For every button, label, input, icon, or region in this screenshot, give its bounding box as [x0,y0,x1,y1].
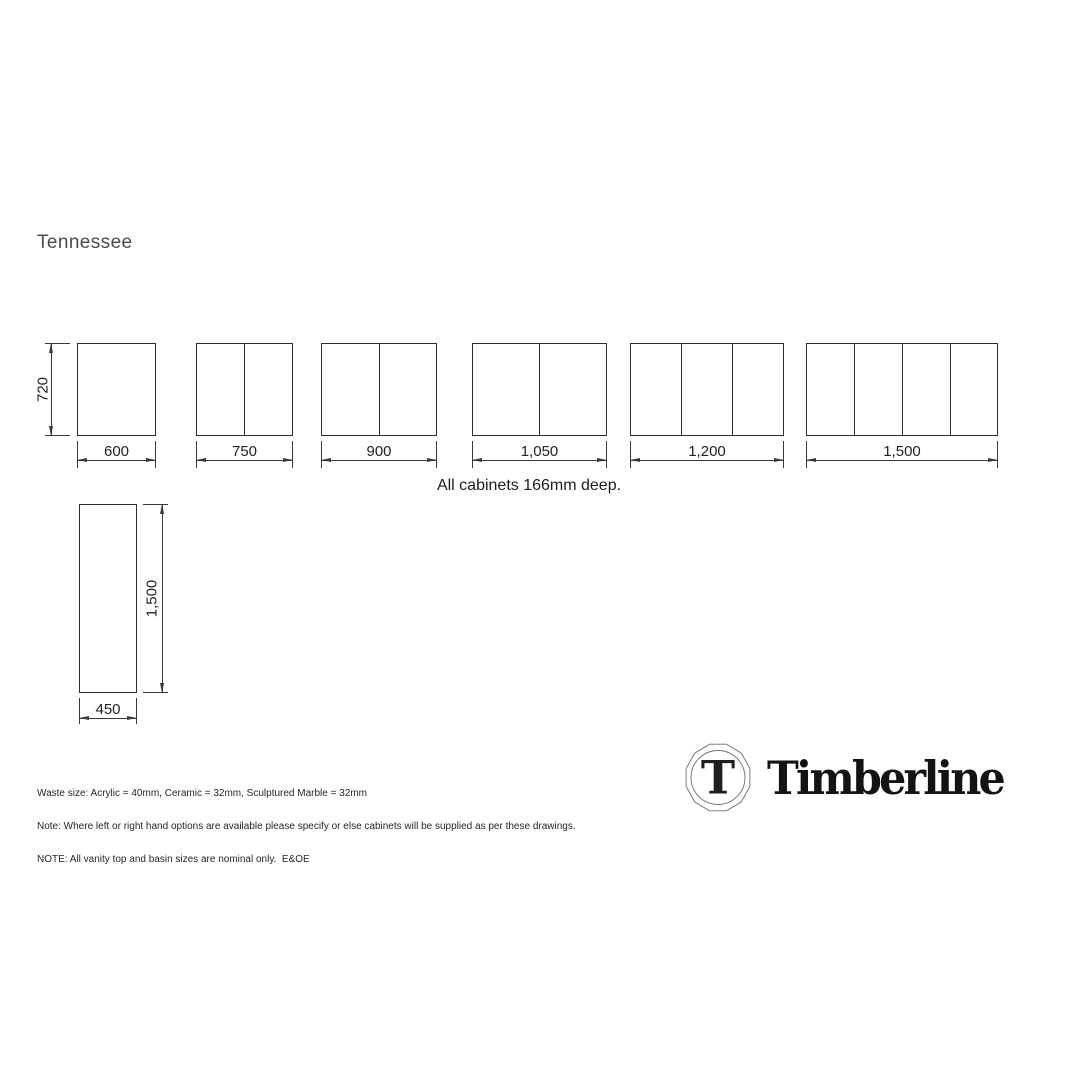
cabinet-1050-dim-label: 1,050 [520,443,559,460]
cabinet-1200-ext-right [783,441,784,468]
cabinet-900-door-divider [379,344,380,435]
cabinet-1500-dim-line [806,460,998,461]
cabinet-1050-dim-line [472,460,607,461]
cabinet-1500-dim-arrow-right [988,458,998,462]
tall-cabinet-height-dim-arrow-bottom [160,683,164,693]
depth-note: All cabinets 166mm deep. [436,477,622,494]
cabinet-1500-door-divider [854,344,855,435]
cabinet-1200-dim-arrow-right [774,458,784,462]
cabinet-1500-ext-left [806,441,807,468]
cabinet-1200-dim-arrow-left [630,458,640,462]
cabinet-1500 [806,343,998,436]
cabinet-1500-door-divider [950,344,951,435]
cabinet-900-dim-label: 900 [366,443,392,460]
cabinet-1050-door-divider [539,344,540,435]
tall-cabinet [79,504,137,693]
tall-height-ext-bottom [143,692,168,693]
cabinet-1200 [630,343,784,436]
tall-cabinet-height-dim-line [162,504,163,693]
cabinet-600 [77,343,156,436]
tall-height-ext-top [143,504,168,505]
brand-name: Timberline [767,751,1003,805]
footer-notes [37,766,576,876]
cabinet-1050-ext-left [472,441,473,468]
cabinet-1500-dim-label: 1,500 [883,443,921,460]
cabinet-900-dim-arrow-right [427,458,437,462]
cabinet-1200-dim-line [630,460,784,461]
cabinet-750-dim-arrow-right [283,458,293,462]
cabinet-1200-ext-left [630,441,631,468]
cabinet-1050 [472,343,607,436]
tall-cabinet-height-dim-label: 1,500 [143,579,161,617]
cabinet-1200-dim-label: 1,200 [688,443,726,460]
cabinet-900-dim-arrow-left [321,458,331,462]
cabinet-1050-dim-arrow-right [597,458,607,462]
tall-cabinet-height-dim-arrow-top [160,504,164,514]
note-nominal-sizes: NOTE: All vanity top and basin sizes are nominal only. E&OE [37,854,310,865]
timberline-logo [683,741,1013,821]
page-title: Tennessee [37,232,133,253]
logo-badge-icon [683,741,753,815]
cabinet-1200-door-divider [681,344,682,435]
cabinet-600-dim-line [77,460,156,461]
cabinet-750-dim-line [196,460,293,461]
cabinet-900 [321,343,437,436]
cabinet-1200-door-divider [732,344,733,435]
note-waste-size: Waste size: Acrylic = 40mm, Ceramic = 32mm, Sculptured Marble = 32mm [37,788,368,799]
cabinet-height-dim-label: 720 [34,376,52,402]
note-hand-options: Note: Where left or right hand options are available please specify or else cabinets will be supplied as per these drawings. [37,821,576,832]
cabinet-750 [196,343,293,436]
cabinet-600-dim-label: 600 [103,443,130,460]
cabinet-1050-ext-right [606,441,607,468]
cabinet-900-ext-left [321,441,322,468]
cabinet-1050-dim-arrow-left [472,458,482,462]
cabinet-1500-door-divider [902,344,903,435]
logo-monogram: T [700,750,736,805]
tall-cabinet-width-dim-label: 450 [95,701,121,718]
cabinet-900-ext-right [436,441,437,468]
cabinet-1500-ext-right [997,441,998,468]
cabinet-1500-dim-arrow-left [806,458,816,462]
cabinet-900-dim-line [321,460,437,461]
cabinet-750-door-divider [244,344,245,435]
cabinet-750-dim-label: 750 [231,443,258,460]
cabinet-750-ext-left [196,441,197,468]
cabinet-750-ext-right [292,441,293,468]
